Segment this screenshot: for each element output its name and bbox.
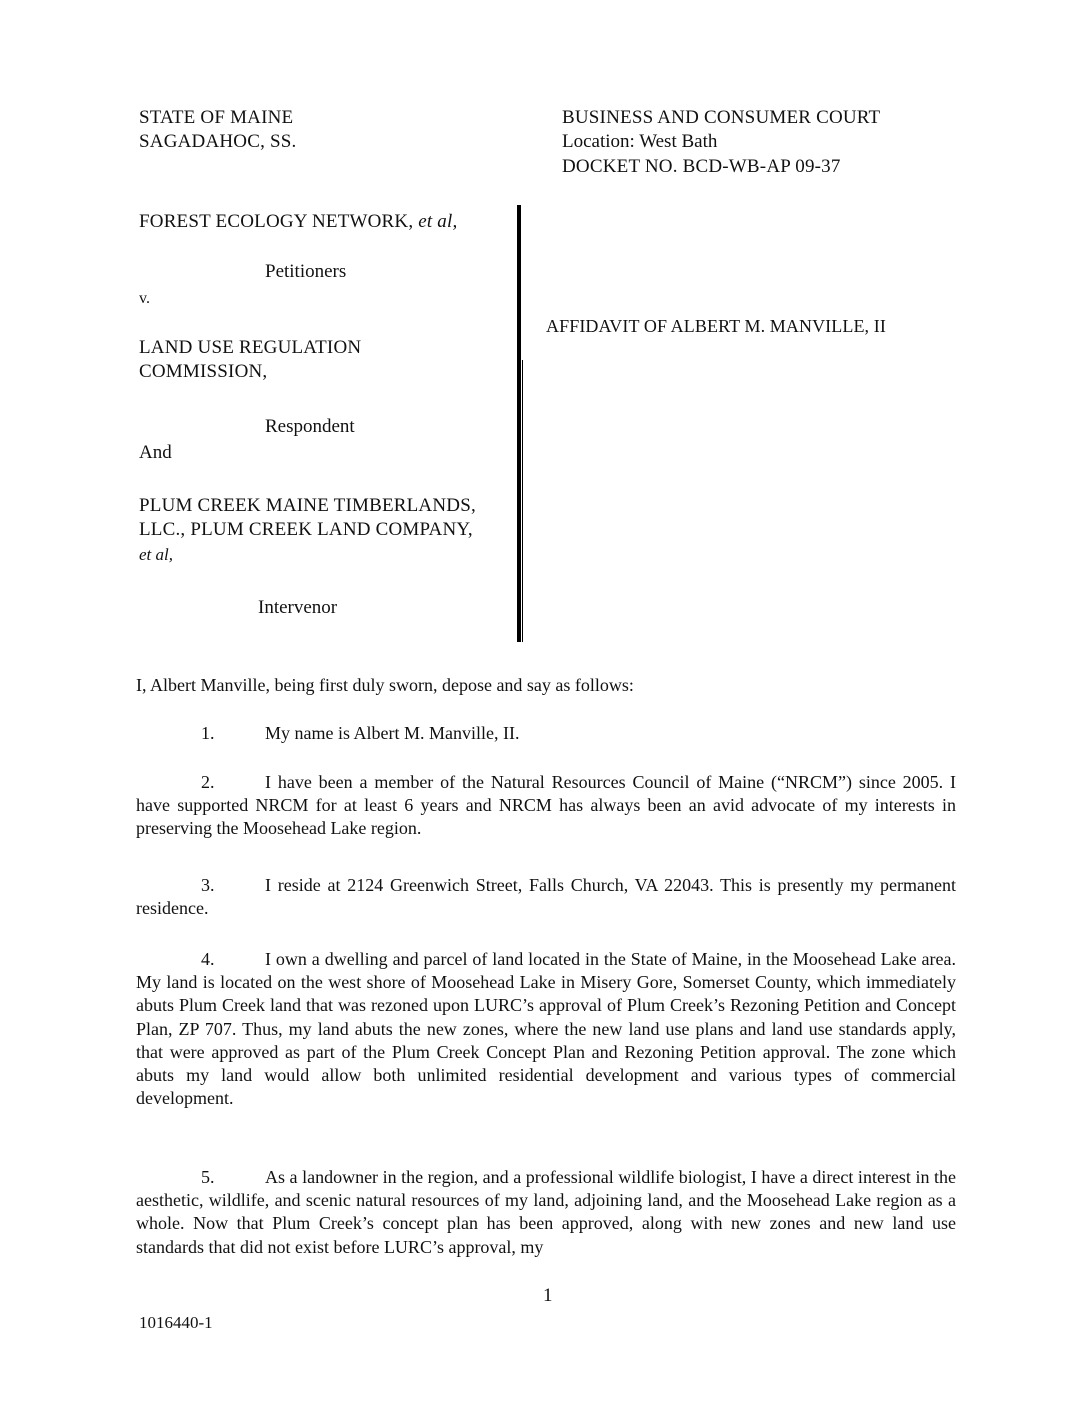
caption-divider-inner: [522, 360, 523, 642]
respondent-role: Respondent: [265, 416, 355, 437]
paragraph-5: [136, 1166, 956, 1259]
paragraph-number: 3.: [201, 875, 215, 895]
and-label: And: [139, 442, 172, 463]
paragraph-number: 4.: [201, 949, 215, 969]
petitioner-name-text: FOREST ECOLOGY NETWORK,: [139, 211, 414, 232]
intro-sentence: I, Albert Manville, being first duly sworn, depose and say as follows:: [136, 675, 634, 695]
paragraph-1: [136, 722, 956, 745]
paragraph-text: I reside at 2124 Greenwich Street, Falls Church, VA 22043. This is presently my permanent residence.: [136, 875, 956, 919]
petitioner-etal: et al,: [418, 211, 458, 232]
paragraph-text: My name is Albert M. Manville, II.: [265, 723, 520, 743]
docket-number: DOCKET NO. BCD-WB-AP 09-37: [562, 156, 841, 177]
intervenor-etal: et al,: [139, 545, 173, 564]
respondent-name-line1: LAND USE REGULATION: [139, 337, 362, 358]
document-title: AFFIDAVIT OF ALBERT M. MANVILLE, II: [546, 316, 886, 336]
paragraph-text: I have been a member of the Natural Resources Council of Maine (“NRCM”) since 2005. I have supported NRCM for at least 6 years and NRCM has always been an avid advocate of my interests in preserving the Moosehead Lake region.: [136, 772, 956, 839]
respondent-name-line2: COMMISSION,: [139, 361, 268, 382]
court-name: BUSINESS AND CONSUMER COURT: [562, 107, 881, 128]
paragraph-number: 1.: [201, 723, 215, 743]
paragraph-number: 5.: [201, 1167, 215, 1187]
county-label: SAGADAHOC, SS.: [139, 131, 297, 152]
paragraph-text: I own a dwelling and parcel of land located in the State of Maine, in the Moosehead Lake area. My land is located on the west shore of Moosehead Lake in Misery Gore, Somerset County, which immediately abuts Plum Creek land that was rezoned upon LURC’s approval of Plum Creek’s Rezoning Petition and Concept Plan, ZP 707. Thus, my land abuts the new zones, where the new land use plans and land use standards apply, that were approved as part of the Plum Creek Concept Plan and Rezoning Petition approval. The zone which abuts my land would allow both unlimited residential development and various types of commercial development.: [136, 949, 956, 1109]
page-number: 1: [543, 1285, 553, 1306]
paragraph-text: As a landowner in the region, and a professional wildlife biologist, I have a direct interest in the aesthetic, wildlife, and scenic natural resources of my land, adjoining land, and the Moosehead Lake region as a whole. Now that Plum Creek’s concept plan has been approved, along with new zones and new land use standards that did not exist before LURC’s approval, my: [136, 1167, 956, 1257]
paragraph-number: 2.: [201, 772, 215, 792]
petitioner-role: Petitioners: [265, 261, 347, 282]
document-id: 1016440-1: [139, 1313, 213, 1332]
paragraph-2: [136, 771, 956, 841]
court-location: Location: West Bath: [562, 131, 718, 152]
paragraph-3: [136, 874, 956, 920]
versus-label: v.: [139, 290, 150, 307]
intervenor-name-line1: PLUM CREEK MAINE TIMBERLANDS,: [139, 495, 476, 516]
intervenor-role: Intervenor: [258, 597, 338, 618]
caption-divider: [517, 205, 521, 642]
paragraph-4: [136, 948, 956, 1110]
petitioner-name: [139, 210, 457, 234]
intervenor-name-line2: LLC., PLUM CREEK LAND COMPANY,: [139, 519, 473, 540]
state-label: STATE OF MAINE: [139, 107, 294, 128]
